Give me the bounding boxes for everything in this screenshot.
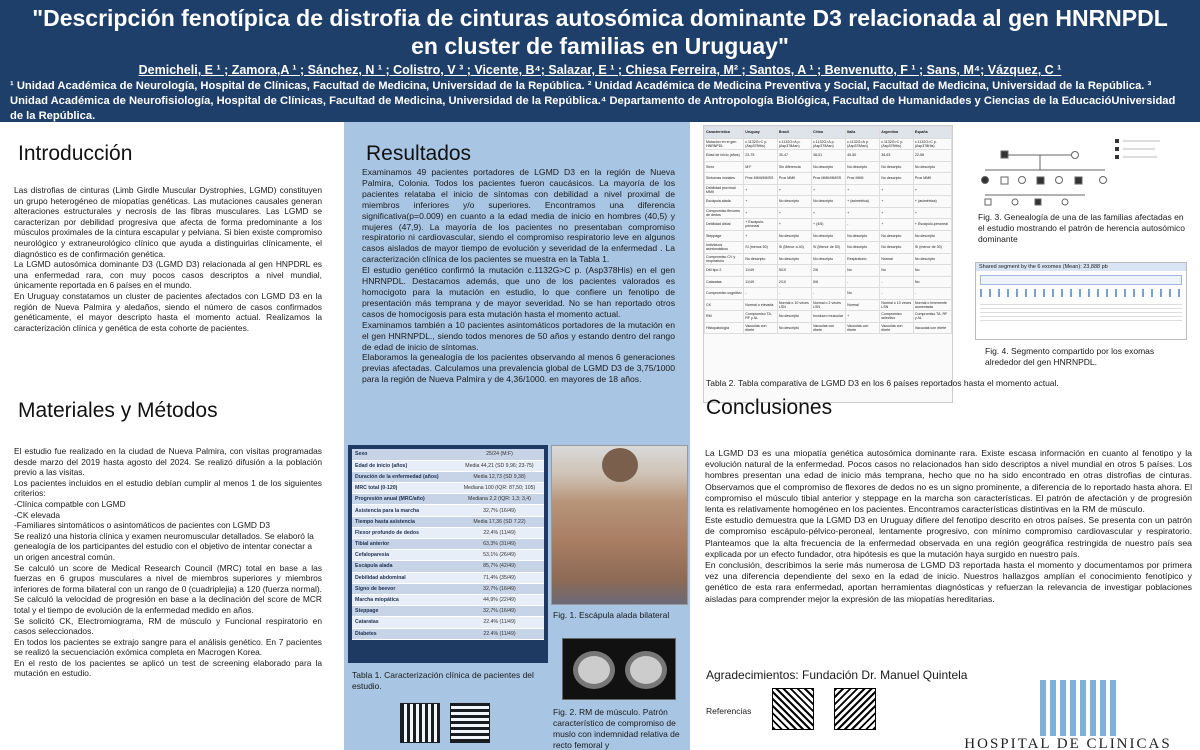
fig-2-caption: Fig. 2. RM de músculo. Patrón característico de compromiso de muslo con indemnidad relativa de recto femoral y	[553, 707, 680, 750]
methods-line: Se solicitó CK, Electromiograma, RM de músculo y Funcional respiratorio en casos seleccionados.	[14, 615, 322, 637]
fig-3-caption: Fig. 3. Genealogía de una de las familias afectadas en el estudio mostrando el patrón de herencia autosómico dominante	[978, 212, 1185, 244]
table-cell: No	[913, 265, 951, 277]
table-cell: 38-63	[880, 150, 914, 162]
table-cell: Normal o elevada	[744, 299, 778, 311]
reference-qr-code[interactable]	[834, 688, 876, 730]
methods-line: En el resto de los pacientes se aplicó un test de screening elaborado para la mutación en estudio.	[14, 657, 322, 679]
table-cell: Vacuolas con ribete	[811, 322, 845, 334]
table-cell: Edad de inicio (años)	[705, 150, 744, 162]
qr-code[interactable]	[400, 703, 440, 743]
table-cell: Sexo	[352, 449, 455, 460]
table-cell: +	[777, 184, 811, 196]
table-cell: -	[777, 288, 811, 300]
table-cell: Involucro muscular	[811, 311, 845, 323]
table-row	[705, 253, 952, 265]
table-cell: Mutación en el gen HNRNPDL	[705, 138, 744, 150]
table-cell: 2/6	[811, 265, 845, 277]
fig4-track	[980, 301, 1182, 321]
table-cell: Síntomas iniciales	[705, 173, 744, 185]
results-paragraph: Examinamos 49 pacientes portadores de LGMD D3 en la región de Nueva Palmira, Colonia. Todos los pacientes fueron caucásicos. La mayoría de los pacientes relataba el inicio de síntomas con debilidad a nivel proximal de miembros inferiores y/o superiores. Encontramos una diferencia significativa(p=0.009) en cuanto a la edad media de inicio en hombres (40,5) y mujeres (47,9). La mayoría de los pacientes no presentaban compromiso respiratorio ni cardiovascular, siendo el compromiso respiratorio leve en algunos casos aislados de mayor tiempo de evolución y severidad de la enfermedad . La caracterización clínica de los pacientes se muestra en la Tabla 1.	[362, 167, 675, 265]
table-row	[352, 505, 544, 516]
table-cell: +	[880, 196, 914, 208]
methods-line: -Clínica compatble con LGMD	[14, 498, 126, 509]
table-row	[705, 138, 952, 150]
table-row	[352, 628, 544, 639]
table-cell: Italia	[846, 127, 880, 139]
table-cell: No descripto	[777, 230, 811, 242]
table-row	[705, 322, 952, 334]
table-cell: Signo de beevor	[352, 583, 455, 594]
table-cell: No descripto	[811, 253, 845, 265]
table-cell: No descripto	[744, 253, 778, 265]
table-cell: No descripto	[880, 230, 914, 242]
table-cell: + (asimétrica)	[913, 196, 951, 208]
table-cell: Cataratas	[352, 617, 455, 628]
table-cell: Mediana 100 (IQR: 87,50; 105)	[455, 483, 544, 494]
methods-line: Se realizó una historia clínica y examen neuromuscular detallados. Se elaboró la	[14, 530, 314, 541]
table-cell: Normal	[846, 299, 880, 311]
table-cell: 71,4% (35/49)	[455, 572, 544, 583]
table-cell: Normal o 10 veces LSN	[880, 299, 914, 311]
table-cell: No descripto	[880, 173, 914, 185]
table-cell: 22.4% (11/49)	[455, 628, 544, 639]
table-cell: Media 44,21 (SD 9,96; 23-75)	[455, 460, 544, 471]
table-cell: Prox MMII	[913, 173, 951, 185]
table-cell: + (asimétrica)	[846, 196, 880, 208]
table-cell: +	[913, 184, 951, 196]
table-cell: No descripto	[913, 161, 951, 173]
table-cell: Compromiso TA, RF y AL	[913, 311, 951, 323]
table-cell: -	[846, 276, 880, 288]
table-cell: Prox MMII/MMSS	[744, 173, 778, 185]
table-cell: Debilidad distal	[705, 219, 744, 231]
table-cell: 23-75	[744, 150, 778, 162]
table-cell: No descripto	[846, 161, 880, 173]
table-cell: c.1132G>C p.(Asp378His)	[913, 138, 951, 150]
table-cell: Vacuolas con ribete	[880, 322, 914, 334]
acknowledgements: Agradecimientos: Fundación Dr. Manuel Quintela	[706, 668, 968, 682]
table-header-row	[705, 127, 952, 139]
table-row	[705, 161, 952, 173]
table-cell: No	[846, 265, 880, 277]
head-shape	[602, 448, 638, 482]
table-cell: Prox MMII/MMSS	[811, 173, 845, 185]
table-cell: +	[846, 311, 880, 323]
results-heading: Resultados	[366, 142, 472, 165]
table-cell: -	[846, 219, 880, 231]
table-row	[705, 196, 952, 208]
table-cell: -	[880, 276, 914, 288]
table-row	[705, 184, 952, 196]
table-cell: 63,3% (31/49)	[455, 539, 544, 550]
table-cell: Progresión anual (MRC/año)	[352, 494, 455, 505]
table-cell: No descripto	[777, 311, 811, 323]
clinical-characterization-table	[352, 449, 544, 640]
table-cell: No descripto	[846, 230, 880, 242]
table-cell: -	[880, 288, 914, 300]
table-cell: 2/10	[777, 276, 811, 288]
table-cell: +	[744, 184, 778, 196]
table-cell: Vacuolas con ribete	[913, 322, 951, 334]
methods-line: genealogía de los participantes del estudio con el objetivo de intentar conectar a	[14, 541, 312, 552]
table-cell: Duración de la enfermedad (años)	[352, 471, 455, 482]
references-label: Referencias	[706, 706, 752, 716]
table-cell: Flexor profundo de dedos	[352, 527, 455, 538]
table-cell: Individuos asintomáticos	[705, 242, 744, 254]
table-cell: c.1132G>A p.(Asp378Asn)	[777, 138, 811, 150]
table-row	[705, 242, 952, 254]
methods-line: En todos los pacientes se extrajo sangre para el análisis genético. En 7 pacientes se realizó la secuenciación exómica completa en Macrogen Korea.	[14, 636, 322, 658]
table-row	[352, 617, 544, 628]
table-cell: 40-50	[846, 150, 880, 162]
table-cell: +	[913, 207, 951, 219]
table-row	[352, 539, 544, 550]
table-cell: +	[846, 207, 880, 219]
table-row	[352, 516, 544, 527]
table-cell: Normal	[880, 253, 914, 265]
table-cell: +	[744, 207, 778, 219]
table-row	[705, 230, 952, 242]
table-cell: Compromiso flexores de dedos	[705, 207, 744, 219]
table-cell: Marcha miopática	[352, 594, 455, 605]
table-cell: Media 17,36 (SD 7.22)	[455, 516, 544, 527]
poster-header	[0, 0, 1200, 122]
table-cell: Sí (menos 50)	[744, 242, 778, 254]
author-list: Demicheli, E ¹ ; Zamora,A ¹ ; Sánchez, N ¹ ; Colistro, V ³ ; Vicente, B⁴; Salazar, E ¹ ; Chiesa Ferreira, M² ; Santos, A ¹ ; Benvenutto, F ¹ ; Sans, M⁴; Vázquez, C ¹	[138, 63, 1062, 77]
conclusions-heading: Conclusiones	[706, 396, 833, 419]
table-cell: 5/10	[777, 265, 811, 277]
table-cell: No	[880, 265, 914, 277]
table-cell: +	[846, 184, 880, 196]
table-cell: +	[811, 184, 845, 196]
fig-1-caption: Fig. 1. Escápula alada bilateral	[553, 610, 670, 620]
table-cell: No descripto	[880, 242, 914, 254]
results-paragraph: Elaboramos la genealogía de los pacientes observando al menos 6 generaciones previas afectadas. Calculamos una prevalencia global de LGMD D3 de 3,75/1000 para la región de Nueva Palmira y de 4,36/1000. en mayores de 18 años.	[362, 352, 675, 385]
table-cell: 32,7% (16/49)	[455, 606, 544, 617]
fig1-photo	[551, 445, 688, 605]
table-cell: Sin diferencia	[777, 161, 811, 173]
intro-paragraph: La LGMD autosómica dominante D3 (LGMD D3) relacionada al gen HNPDRL es una enfermedad rara, con muy pocos casos descriptos a nivel mundial, únicamente reportada en 6 países en el mundo.	[14, 259, 322, 291]
intro-text	[14, 185, 322, 333]
table-row	[705, 288, 952, 300]
table-cell: + Escápulo-peroneal	[744, 219, 778, 231]
table-cell: 53,1% (26/49)	[455, 550, 544, 561]
logo-mark	[1040, 680, 1120, 736]
intro-heading: Introducción	[18, 142, 133, 165]
table-cell: Compromiso cognitivo	[705, 288, 744, 300]
table-cell: -	[913, 288, 951, 300]
table-cell: + Escápulo-peroneal	[913, 219, 951, 231]
intro-paragraph: Las distrofias de cinturas (Limb Girdle Muscular Dystrophies, LGMD) constituyen un grupo heterogéneo de miopatías genéticas. Las mutaciones causales generan alteraciones estructurales y necrosis de las fibras musculares. Las LGMD se caracterizan por debilidad progresiva que afecta de forma predominante a los músculos proximales de la cintura escapular y pelviana. Si bien existe compromiso neurológico y extraneurológico clínico que ayuda a distinguirlas clínicamente, el diagnóstico es de confirmación genética.	[14, 185, 322, 259]
table-cell: c.1132G>A p.(Asp378Asn)	[846, 138, 880, 150]
results-paragraph: El estudio genético confirmó la mutación c.1132G>C p. (Asp378His) en el gen HNRNPDL. Destacamos además, que uno de los pacientes valorados es homocigoto para la mutación en estudio, lo que confiere un fenotipo de presentación más temprana y de mayor severidad. No se han reportado otros casos de homocigosis para esta mutación hasta el momento actual.	[362, 265, 675, 319]
table-cell: Sí (menor de 30)	[913, 242, 951, 254]
table-row	[352, 561, 544, 572]
table-cell: Debilidad abdominal	[352, 572, 455, 583]
table-cell: Prox MMII	[777, 173, 811, 185]
table-cell: Compromiso selectivo	[880, 311, 914, 323]
table-cell: 38-51	[811, 150, 845, 162]
country-comparison-table	[704, 126, 952, 334]
table-cell: Diabetes	[352, 628, 455, 639]
table-cell: No	[913, 276, 951, 288]
conclusions-text	[705, 448, 1192, 605]
table-cell: -	[811, 288, 845, 300]
table-cell: 22,4% (11/49)	[455, 527, 544, 538]
table-cell: Cefaloparesia	[352, 550, 455, 561]
qr-code[interactable]	[450, 703, 490, 743]
table-cell: Normal o 2 veces LSN	[811, 299, 845, 311]
table-1	[348, 445, 548, 663]
table-cell: 85,7% (42/49)	[455, 561, 544, 572]
table-cell: DM tipo 2	[705, 265, 744, 277]
thigh-left	[573, 651, 615, 689]
results-paragraph: Examinamos también a 10 pacientes asintomáticos portadores de la mutación en el gen HNRNPDL., siendo todos menores de 50 años y estando dentro del rango de edad de inicio de síntomas.	[362, 319, 675, 352]
fig4-exome-segment	[975, 262, 1187, 340]
table-cell: Cataratas	[705, 276, 744, 288]
table-cell: -	[744, 288, 778, 300]
table-row	[352, 494, 544, 505]
table-cell: Prox MMII	[846, 173, 880, 185]
methods-line: -Familiares sintomáticos o asintomáticos de pacientes con LGMD D3	[14, 520, 271, 531]
table-cell: 25/24 (M:F)	[455, 449, 544, 460]
methods-line: -CK elevada	[14, 509, 61, 520]
table-cell: 44,9% (22/49)	[455, 594, 544, 605]
thigh-right	[625, 651, 667, 689]
table-cell: Vacuolas con ribete	[846, 322, 880, 334]
table-cell: Mediana 2,2 (IQR: 1,3; 3,4)	[455, 494, 544, 505]
methods-line: Se calculó un score de Medical Research Council (MRC) total en base a las fuerzas en 6 grupos musculares a nivel de miembros superiores y miembros inferiores de forma bilateral con un rango de 0 (cuadriplejia) a 120 (fuerza normal). Se calculó la velocidad de progresión en base a la declinación del score de MCR total y el tiempo de evolución de la enfermedad medido en años.	[14, 562, 322, 615]
table-cell: +	[811, 207, 845, 219]
conclusions-paragraph: Este estudio demuestra que la LGMD D3 en Uruguay difiere del fenotipo descrito en otros países. Se presenta con un patrón de compromiso escápulo-pélvico-peroneal, lentamente progresivo, con mínimo compromiso cardiovascular y respiratorio. Planteamos que la alta frecuencia de la enfermedad observada en una región geográfica restringida de nuestro país sea explicada por un efecto fundador, otra hipótesis es que la mutación haya surgido en nuestro país.	[705, 515, 1192, 559]
table-cell: c.1132G>A p.(Asp378Asn)	[811, 138, 845, 150]
table-row	[352, 471, 544, 482]
table-cell: 11/49	[744, 276, 778, 288]
table-cell: No descripto	[913, 230, 951, 242]
table-cell: 30-47	[777, 150, 811, 162]
reference-qr-code[interactable]	[772, 688, 814, 730]
table-row	[352, 460, 544, 471]
table-cell: No descripto	[777, 253, 811, 265]
table-cell: Tiempo hasta asistencia	[352, 516, 455, 527]
table-cell: Brasil	[777, 127, 811, 139]
table-cell: Sí (Menor de 50)	[811, 242, 845, 254]
table-row	[705, 299, 952, 311]
table-row	[352, 583, 544, 594]
table-row	[352, 606, 544, 617]
table-row	[705, 173, 952, 185]
table-cell: 22.4% (11/49)	[455, 617, 544, 628]
table-cell: China	[811, 127, 845, 139]
table-row	[352, 550, 544, 561]
table-cell: Edad de inicio (años)	[352, 460, 455, 471]
table-cell: c.1132G>C p.(Asp378His)	[744, 138, 778, 150]
table-row	[352, 483, 544, 494]
methods-line: Los pacientes incluidos en el estudio debían cumplir al menos 1 de los siguientes criterios:	[14, 477, 322, 499]
table-row	[705, 150, 952, 162]
methods-text	[14, 446, 322, 679]
table-cell: No descripto	[913, 253, 951, 265]
table-cell: Característica	[705, 127, 744, 139]
table-cell: Sexo	[705, 161, 744, 173]
conclusions-paragraph: En conclusión, describimos la serie más numerosa de LGMD D3 reportada hasta el momento y documentamos por primera vez una diferencia dependiente del sexo en la edad de inicio. Nuestros hallazgos amplían el conocimiento fenotípico y genético de esta rara enfermedad, aportan herramientas diagnósticas y refuerzan la relevancia de investigar poblaciones aisladas para comprender mejor la expresión de las miopatías hereditarias.	[705, 560, 1192, 604]
table-cell: Argentina	[880, 127, 914, 139]
pedigree-tree	[982, 151, 1107, 205]
hospital-logo-text: HOSPITAL DE CLINICAS	[964, 736, 1172, 750]
table-cell: No descripto	[846, 242, 880, 254]
table-cell: Debilidad proximal MMII	[705, 184, 744, 196]
left-column	[0, 122, 336, 750]
table-cell: Histopatología	[705, 322, 744, 334]
table-2-caption: Tabla 2. Tabla comparativa de LGMD D3 en los 6 países reportados hasta el momento actual.	[706, 378, 1059, 388]
table-row	[705, 265, 952, 277]
conclusions-paragraph: La LGMD D3 es una miopatía genética autosómica dominante rara. Existe escasa información en cuanto al fenotipo y la evolución natural de la enfermedad. Pocos casos no relacionados han sido descriptos a nivel mundial en otros 5 países. Los hombres presentan una edad de inicio más temprana, hecho que no ha sido encontrado en otras distrofias de cinturas. Observamos que el compromiso de flexores de dedos no es un signo prominente, a diferencia de lo reportado hasta ahora. El compromiso el músculo tibial anterior y steppage en la marcha son características. El patrón de afectación y de progresión lenta es relativamente homogéneo en los pacientes. Encontramos características distintivas en la RM de músculo.	[705, 448, 1192, 515]
methods-heading: Materiales y Métodos	[18, 399, 218, 422]
table-row	[352, 572, 544, 583]
table-row	[352, 449, 544, 460]
table-cell: No descripto	[777, 322, 811, 334]
table-cell: No descripto	[777, 196, 811, 208]
table-cell: No descripto	[811, 230, 845, 242]
table-row	[705, 276, 952, 288]
table-cell: Steppage	[705, 230, 744, 242]
table-cell: +	[880, 219, 914, 231]
table-cell: Uruguay	[744, 127, 778, 139]
table-cell: c.1132G>C p.(Asp378His)	[880, 138, 914, 150]
table-cell: No descripto	[811, 196, 845, 208]
table-cell: 32,7% (16/49)	[455, 583, 544, 594]
table-cell: 22-58	[913, 150, 951, 162]
table-cell: Compromiso TA, RF y AL	[744, 311, 778, 323]
table-cell: Compromiso CV y respiratorio	[705, 253, 744, 265]
table-1-caption: Tabla 1. Caracterización clínica de pacientes del estudio.	[352, 670, 534, 691]
table-cell: M:F	[744, 161, 778, 173]
table-cell: +	[744, 196, 778, 208]
table-cell: 11/49	[744, 265, 778, 277]
table-cell: Escápula alada	[352, 561, 455, 572]
poster-title: "Descripción fenotípica de distrofia de cinturas autosómica dominante D3 relacionada al gen HNRNPDL en cluster de familias en Uruguay"	[32, 5, 1168, 59]
table-cell: No descripto	[811, 161, 845, 173]
table-row	[352, 527, 544, 538]
methods-line: El estudio fue realizado en la ciudad de Nueva Palmira, con visitas programadas desde marzo del 2019 hasta agosto del 2024. Se realizó difusión a la población previo a las visitas.	[14, 446, 322, 478]
results-text	[362, 167, 675, 385]
table-cell: +	[880, 184, 914, 196]
pedigree-legend	[1115, 139, 1160, 159]
table-cell: +	[777, 207, 811, 219]
fig4-track	[980, 275, 1182, 285]
table-2	[703, 125, 953, 403]
table-cell: Tibial anterior	[352, 539, 455, 550]
table-cell: Escápula alada	[705, 196, 744, 208]
table-row	[705, 207, 952, 219]
table-cell: 32,7% (16/49)	[455, 505, 544, 516]
table-cell: +	[744, 230, 778, 242]
table-cell: MRC total (0-120)	[352, 483, 455, 494]
intro-paragraph: En Uruguay constatamos un cluster de pacientes afectados con LGMD D3 en la región de Nueva Palmira y aledaños, siendo el número de casos confirmados genéticamente, el mayor descripto hasta el momento actual. Realizamos la caracterización clínica y genética de esta cohorte de pacientes.	[14, 290, 322, 333]
table-cell: Asistencia para la marcha	[352, 505, 455, 516]
table-cell: España	[913, 127, 951, 139]
table-cell: CK	[705, 299, 744, 311]
fig4-label: Shared segment by the 6 exomes (Mean): 23,888 pb	[976, 263, 1186, 271]
table-cell: Normal o levemente aumentada	[913, 299, 951, 311]
table-cell: No	[846, 288, 880, 300]
table-row	[705, 219, 952, 231]
table-cell: Normal o 10 veces LSN	[777, 299, 811, 311]
table-cell: Vacuolas con ribete	[744, 322, 778, 334]
table-cell: Sí (Menor a 40)	[777, 242, 811, 254]
fig4-track	[980, 289, 1182, 297]
table-cell: Respiratorio	[846, 253, 880, 265]
fig2-mri	[562, 638, 676, 700]
affiliations: ¹ Unidad Académica de Neurología, Hospital de Clínicas, Facultad de Medicina, Universidad de la República. ² Unidad Académica de Medicina Preventiva y Social, Facultad de Medicina, Universidad de la República. ³ Unidad Académica de Neurofisiología, Hospital de Clínicas, Facultad de Medicina, Universidad de la República.⁴ Departamento de Antropología Biológica, Facultad de Humanidades y Ciencias de la EducacióUniversidad de la República.	[10, 80, 1176, 122]
pedigree-figure	[965, 125, 1170, 210]
table-cell: + (4/5)	[811, 219, 845, 231]
methods-line: un origen ancestral común.	[14, 551, 116, 562]
table-row	[705, 311, 952, 323]
table-cell: +	[880, 207, 914, 219]
table-cell: Steppage	[352, 606, 455, 617]
table-row	[352, 594, 544, 605]
table-cell: RM	[705, 311, 744, 323]
fig-4-caption: Fig. 4. Segmento compartido por los exomas alrededor del gen HNRNPDL.	[985, 346, 1155, 367]
table-cell: 5/6	[811, 276, 845, 288]
table-cell: No descripto	[880, 161, 914, 173]
table-cell: +	[777, 219, 811, 231]
table-cell: Media 12,73 (SD 9,38)	[455, 471, 544, 482]
